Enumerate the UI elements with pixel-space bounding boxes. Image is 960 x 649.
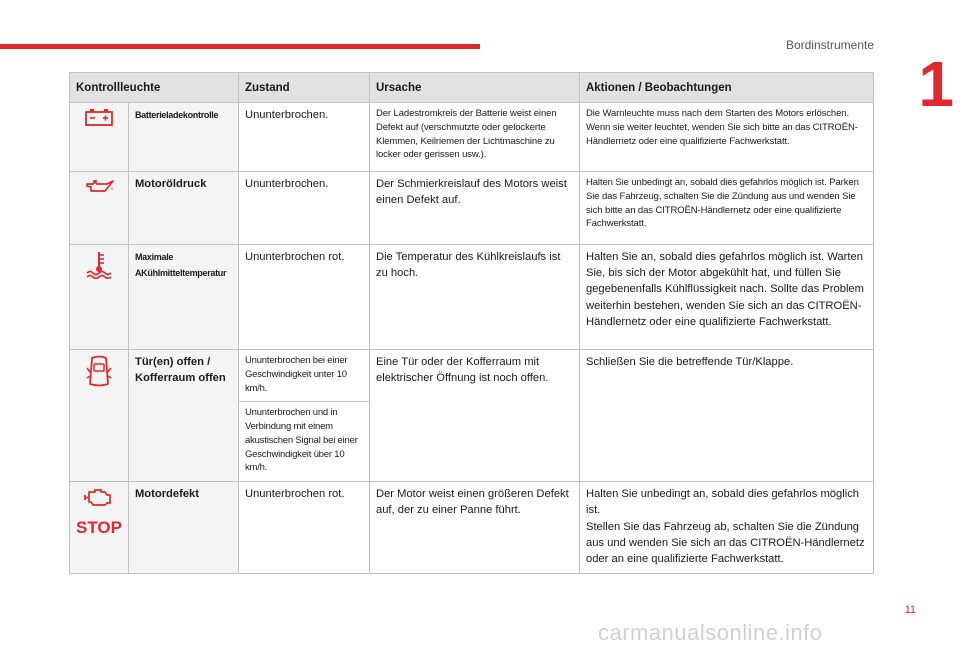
zustand-cell: Ununterbrochen. [238, 172, 369, 245]
aktionen-cell: Halten Sie an, sobald dies gefahrlos möglich ist. Warten Sie, bis sich der Motor abgekühlt hat, und füllen Sie gegebenenfalls Kühlflüssigkeit nach. Sollte das Problem weiterhin bestehen, wenden Sie sich an das CITROËN-Händlernetz oder eine qualifizierte Fachwerkstatt. [579, 245, 873, 350]
icon-cell [70, 482, 129, 574]
zustand-cell: Ununterbrochen. [238, 103, 369, 172]
column-header-zustand: Zustand [238, 73, 369, 103]
watermark: carmanualsonline.info [598, 620, 823, 645]
table-row [70, 482, 874, 574]
oil-can-icon [76, 176, 122, 196]
coolant-temperature-icon [76, 249, 122, 279]
icon-cell [70, 172, 129, 245]
warning-light-name: Motoröldruck [128, 172, 238, 245]
ursache-cell: Die Temperatur des Kühlkreislaufs ist zu hoch. [369, 245, 579, 350]
door-open-icon [76, 354, 122, 390]
warning-light-name: Tür(en) offen / Kofferraum offen [128, 350, 238, 482]
table-row [70, 103, 874, 172]
aktionen-cell: Schließen Sie die betreffende Tür/Klappe. [579, 350, 873, 482]
warning-light-name: Batterieladekontrolle [134, 110, 219, 120]
table-row [70, 172, 874, 245]
ursache-cell: Der Ladestromkreis der Batterie weist einen Defekt auf (verschmutzte oder gelockerte Klemmen, Keilriemen der Lichtmaschine zu locker oder gerissen usw.). [369, 103, 579, 172]
page-number: 11 [904, 604, 916, 616]
warning-lights-table [69, 72, 874, 574]
ursache-cell: Der Schmierkreislauf des Motors weist einen Defekt auf. [369, 172, 579, 245]
chapter-number: 1 [918, 48, 954, 120]
aktionen-cell: Halten Sie unbedingt an, sobald dies gefahrlos möglich ist. Parken Sie das Fahrzeug, schalten Sie die Zündung aus und wenden Sie sich bitte an das CITROËN-Händlernetz oder eine qualifizierte Fachwerkstatt. [579, 172, 873, 245]
zustand-cell: Ununterbrochen rot. [238, 245, 369, 350]
ursache-cell: Eine Tür oder der Kofferraum mit elektrischer Öffnung ist noch offen. [369, 350, 579, 482]
table-row [70, 350, 874, 402]
header-accent-bar [0, 44, 480, 49]
section-title: Bordinstrumente [785, 38, 874, 52]
icon-cell [70, 245, 129, 350]
warning-light-name: Maximale AKühlmitteltemperatur [134, 252, 227, 279]
icon-cell [70, 103, 129, 172]
icon-cell [70, 350, 129, 482]
stop-label: STOP [76, 518, 122, 538]
zustand-cell: Ununterbrochen rot. [238, 482, 369, 574]
column-header-aktionen: Aktionen / Beobachtungen [579, 73, 873, 103]
aktionen-cell: Halten Sie unbedingt an, sobald dies gefahrlos möglich ist. Stellen Sie das Fahrzeug ab, schalten Sie die Zündung aus und wenden Sie sich an das CITROËN-Händlernetz oder an eine qualifizierte Fachwerkstatt. [579, 482, 873, 574]
aktionen-cell: Die Warnleuchte muss nach dem Starten des Motors erlöschen. Wenn sie weiter leuchtet, wenden Sie sich bitte an das CITROËN-Händlernetz oder eine qualifizierte Fachwerkstatt. [579, 103, 873, 172]
zustand-cell: Ununterbrochen bei einer Geschwindigkeit unter 10 km/h. [238, 350, 369, 402]
table-row [70, 245, 874, 350]
battery-icon [76, 107, 122, 127]
column-header-kontrollleuchte: Kontrollleuchte [70, 73, 239, 103]
ursache-cell: Der Motor weist einen größeren Defekt auf, der zu einer Panne führt. [369, 482, 579, 574]
zustand-cell: Ununterbrochen und in Verbindung mit einem akustischen Signal bei einer Geschwindigkeit über 10 km/h. [238, 402, 369, 482]
column-header-ursache: Ursache [369, 73, 579, 103]
warning-light-name: Motordefekt [128, 482, 238, 574]
engine-fault-icon [76, 486, 122, 508]
table-header-row [70, 73, 874, 103]
